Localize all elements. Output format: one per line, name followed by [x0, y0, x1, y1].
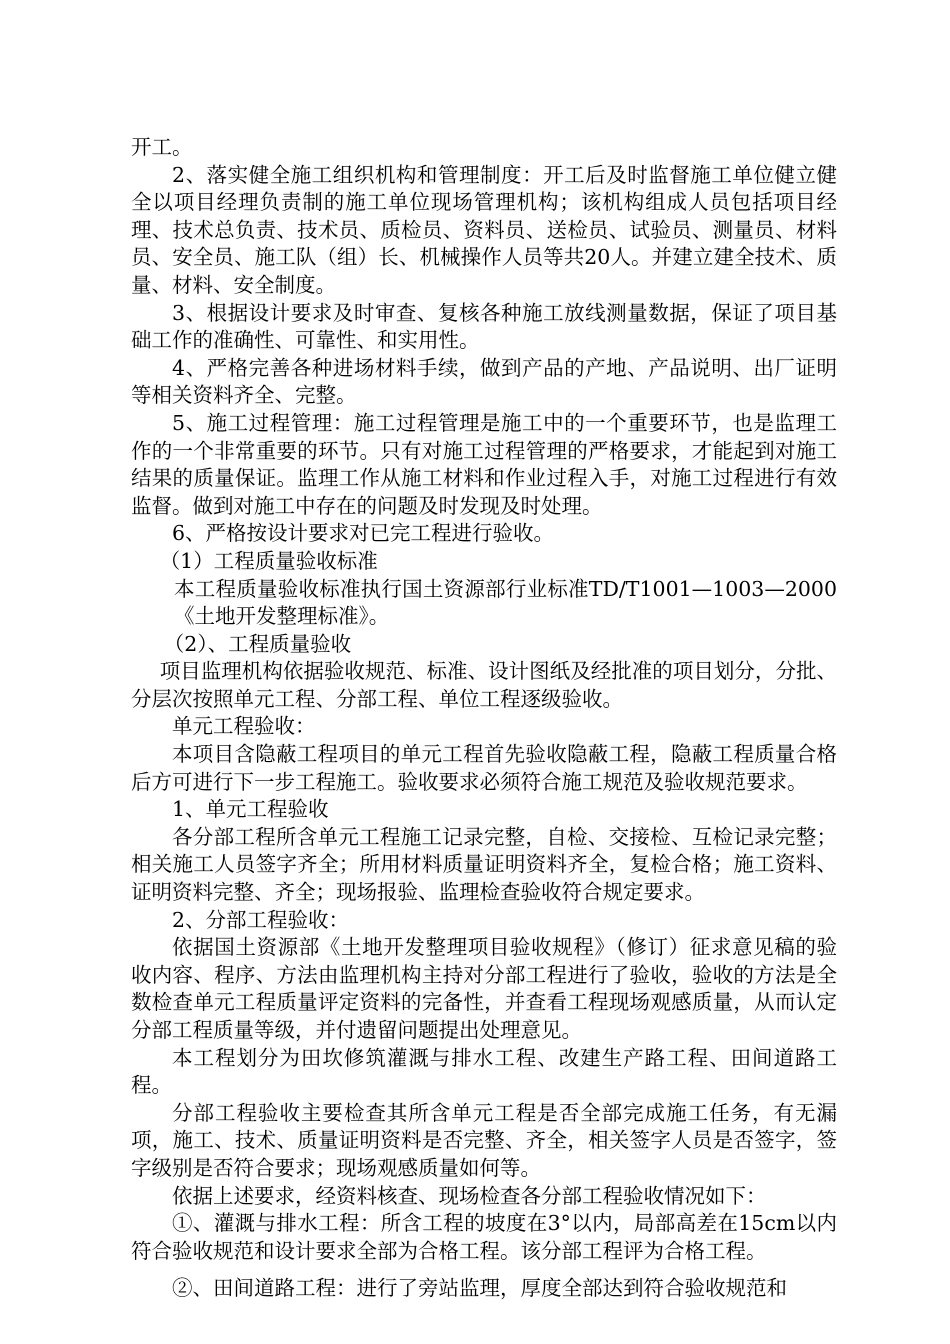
subheading-1: 1、单元工程验收 — [172, 797, 329, 822]
paragraph-13: 各分部工程所含单元工程施工记录完整，自检、交接检、互检记录完整；相关施工人员签字齐全；所用材料质量证明资料齐全，复检合格；施工资料、证明资料完整、齐全；现场报验、监理检查验收符合规定要求。 — [131, 824, 837, 905]
paragraph-2: 3、根据设计要求及时审查、复核各种施工放线测量数据，保证了项目基础工作的准确性、可靠性、和实用性。 — [131, 300, 837, 353]
paragraph-15: 依据国土资源部《土地开发整理项目验收规程》（修订）征求意见稿的验收内容、程序、方法由监理机构主持对分部工程进行了验收，验收的方法是全数检查单元工程质量评定资料的完备性，并查看工程现场观感质量，从而认定分部工程质量等级，并付遗留问题提出处理意见。 — [131, 935, 837, 1042]
paragraph-standard: 本工程质量验收标准执行国土资源部行业标准TD/T1001—1003—2000《土地开发整理标准》。 — [174, 576, 837, 629]
section-heading-2: （2）、工程质量验收 — [163, 631, 352, 656]
paragraph-16: 本工程划分为田坎修筑灌溉与排水工程、改建生产路工程、田间道路工程。 — [131, 1045, 837, 1098]
subheading-unit-acceptance: 单元工程验收： — [172, 714, 316, 739]
paragraph-4: 5、施工过程管理：施工过程管理是施工中的一个重要环节，也是监理工作的一个非常重要的环节。只有对施工过程管理的严格要求，才能起到对施工结果的质量保证。监理工作从施工材料和作业过程入手，对施工过程进行有效监督。做到对施工中存在的问题及时发现及时处理。 — [131, 410, 837, 518]
paragraph-0: 开工。 — [131, 135, 193, 159]
paragraph-19: ①、灌溉与排水工程：所含工程的坡度在3°以内，局部高差在15cm以内符合验收规范和设计要求全部为合格工程。该分部工程评为合格工程。 — [131, 1211, 837, 1263]
paragraph-18: 依据上述要求，经资料核查、现场检查各分部工程验收情况如下： — [172, 1183, 767, 1208]
paragraph-3: 4、严格完善各种进场材料手续，做到产品的产地、产品说明、出厂证明等相关资料齐全、完整。 — [131, 355, 837, 408]
subheading-2: 2、分部工程验收： — [172, 907, 350, 932]
paragraph-21: ②、田间道路工程：进行了旁站监理，厚度全部达到符合验收规范和 — [172, 1276, 787, 1301]
paragraph-1: 2、落实健全施工组织机构和管理制度：开工后及时监督施工单位健立健全以项目经理负责制的施工单位现场管理机构；该机构组成人员包括项目经理、技术总负责、技术员、质检员、资料员、送检员、试验员、测量员、材料员、安全员、施工队（组）长、机械操作人员等共20人。并建立建全技术、质量、材料、安全制度。 — [131, 162, 837, 297]
paragraph-9: 项目监理机构依据验收规范、标准、设计图纸及经批准的项目划分，分批、分层次按照单元工程、分部工程、单位工程逐级验收。 — [131, 659, 837, 711]
section-heading-1: （1）工程质量验收标准 — [159, 548, 378, 573]
paragraph-17: 分部工程验收主要检查其所含单元工程是否全部完成施工任务，有无漏项，施工、技术、质量证明资料是否完整、齐全，相关签字人员是否签字，签字级别是否符合要求；现场观感质量如何等。 — [131, 1100, 837, 1180]
document-body — [131, 134, 837, 1303]
paragraph-gap — [131, 1265, 837, 1275]
paragraph-11: 本项目含隐蔽工程项目的单元工程首先验收隐蔽工程，隐蔽工程质量合格后方可进行下一步工程施工。验收要求必须符合施工规范及验收规范要求。 — [131, 742, 837, 794]
paragraph-5: 6、严格按设计要求对已完工程进行验收。 — [172, 521, 555, 546]
